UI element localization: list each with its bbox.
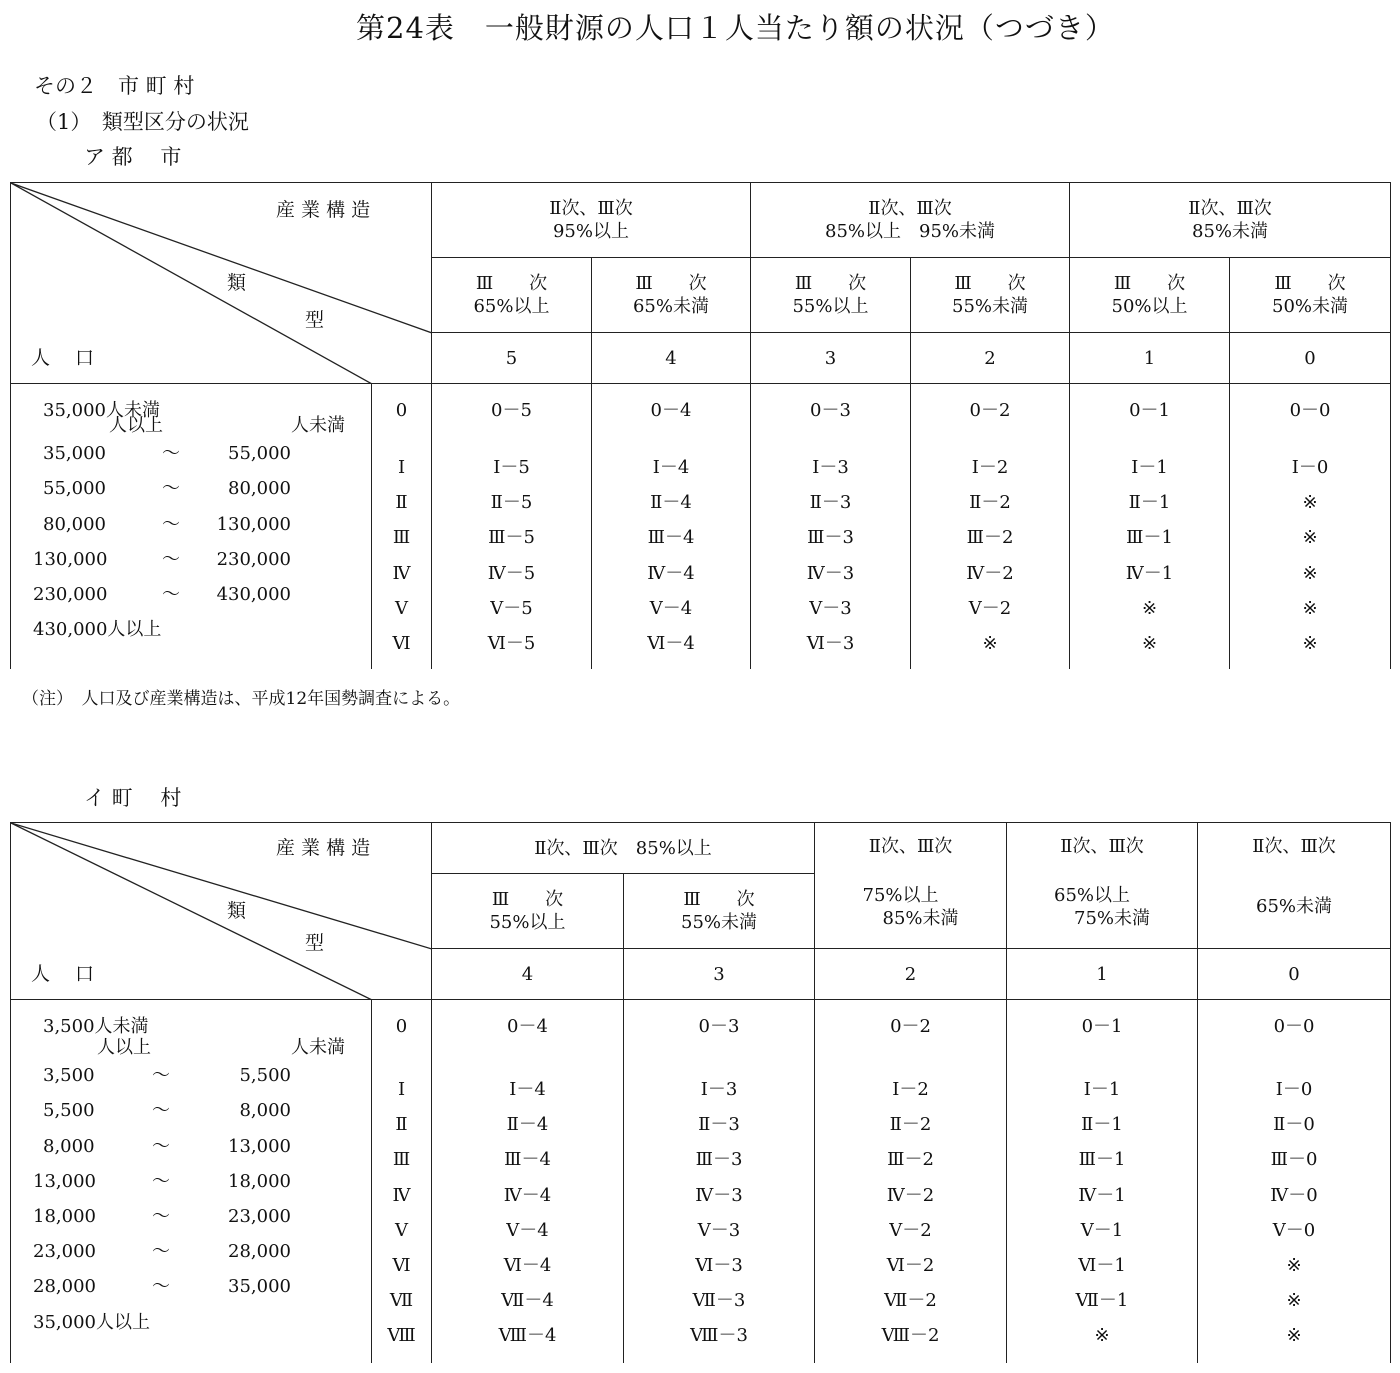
town-group-d: Ⅱ次、Ⅲ次 65%未満 [1198,823,1391,949]
population-range: 23,000 ～ 28,000 [33,1241,291,1263]
town-type-number: 2 [815,949,1007,1000]
town-values-column: 0－1 Ⅰ－1 Ⅱ－1 Ⅲ－1 Ⅳ－1 Ⅴ－1 Ⅵ－1 Ⅶ－1 ※ [1007,1000,1198,1363]
city-values-column: 0－4 Ⅰ－4 Ⅱ－4 Ⅲ－4 Ⅳ－4 Ⅴ－4 Ⅵ－4 [592,384,751,669]
town-values-column: 0－4 Ⅰ－4 Ⅱ－4 Ⅲ－4 Ⅳ－4 Ⅴ－4 Ⅵ－4 Ⅶ－4 Ⅷ－4 [432,1000,624,1363]
population-range: 3,500人未満 [43,1016,149,1037]
city-type-number: 0 [1230,333,1391,384]
town-group-b: Ⅱ次、Ⅲ次 75%以上 85%未満 [815,823,1007,949]
population-range: 130,000 ～ 230,000 [33,548,291,570]
city-group-2: Ⅱ次、Ⅲ次 85%以上 95%未満 [751,183,1070,258]
town-group-c: Ⅱ次、Ⅲ次 65%以上 75%未満 [1007,823,1198,949]
city-type-number: 1 [1070,333,1230,384]
city-code-column: 0 Ⅰ Ⅱ Ⅲ Ⅳ Ⅴ Ⅵ [372,384,432,669]
corner-industry-label: 産 業 構 造 [276,199,371,221]
city-note: （注） 人口及び産業構造は、平成12年国勢調査による。 [22,689,461,709]
town-values-column: 0－0 Ⅰ－0 Ⅱ－0 Ⅲ－0 Ⅳ－0 Ⅴ－0 ※ ※ ※ [1198,1000,1391,1363]
population-range: 3,500 ～ 5,500 [43,1065,291,1087]
town-subheader: Ⅲ 次 55%以上 [432,874,624,949]
city-type-number: 5 [432,333,592,384]
corner-type-label-b: 型 [305,932,325,954]
city-population-column [11,384,372,669]
city-type-number: 4 [592,333,751,384]
population-range: 13,000 ～ 18,000 [33,1170,291,1192]
corner-type-label-a: 類 [227,272,247,294]
city-values-column: 0－1 Ⅰ－1 Ⅱ－1 Ⅲ－1 Ⅳ－1 ※ ※ [1070,384,1230,669]
town-corner-header [11,823,432,1000]
population-range: 5,500 ～ 8,000 [43,1100,291,1122]
city-subheader: Ⅲ 次 65%未満 [592,258,751,333]
town-subheader: Ⅲ 次 55%未満 [624,874,815,949]
population-range: 18,000 ～ 23,000 [33,1205,291,1227]
population-range: 35,000人以上 [33,1311,150,1333]
corner-type-label-b: 型 [305,309,325,331]
town-table [10,822,1391,1363]
heading-section: （1） 類型区分の状況 [36,110,249,134]
city-subheader: Ⅲ 次 65%以上 [432,258,592,333]
town-type-number: 0 [1198,949,1391,1000]
town-type-number: 4 [432,949,624,1000]
city-values-column: 0－2 Ⅰ－2 Ⅱ－2 Ⅲ－2 Ⅳ－2 Ⅴ－2 ※ [911,384,1070,669]
town-heading: イ 町 村 [84,786,182,810]
population-range: 430,000人以上 [33,619,162,641]
corner-population-label: 人 口 [31,347,95,369]
city-group-1: Ⅱ次、Ⅲ次 95%以上 [432,183,751,258]
city-subheader: Ⅲ 次 55%以上 [751,258,911,333]
town-type-number: 3 [624,949,815,1000]
city-subheader: Ⅲ 次 55%未満 [911,258,1070,333]
population-sub-labels: 人以上 人未満 [109,415,345,437]
city-values-column: 0－3 Ⅰ－3 Ⅱ－3 Ⅲ－3 Ⅳ－3 Ⅴ－3 Ⅵ－3 [751,384,911,669]
city-group-3: Ⅱ次、Ⅲ次 85%未満 [1070,183,1391,258]
page-title: 第24表 一般財源の人口１人当たり額の状況（つづき） [356,11,1115,45]
town-population-column [11,1000,372,1363]
population-range: 35,000人未満 [43,400,160,421]
town-group-a: Ⅱ次、Ⅲ次 85%以上 [432,823,815,874]
city-type-number: 3 [751,333,911,384]
city-values-column: 0－5 Ⅰ－5 Ⅱ－5 Ⅲ－5 Ⅳ－5 Ⅴ－5 Ⅵ－5 [432,384,592,669]
town-type-number: 1 [1007,949,1198,1000]
city-subheader: Ⅲ 次 50%以上 [1070,258,1230,333]
corner-type-label-a: 類 [227,900,247,922]
town-values-column: 0－3 Ⅰ－3 Ⅱ－3 Ⅲ－3 Ⅳ－3 Ⅴ－3 Ⅵ－3 Ⅶ－3 Ⅷ－3 [624,1000,815,1363]
corner-industry-label: 産 業 構 造 [276,837,371,859]
heading-part: その２ 市 町 村 [34,74,195,98]
population-range: 80,000 ～ 130,000 [43,513,291,535]
population-range: 55,000 ～ 80,000 [43,478,291,500]
town-values-column: 0－2 Ⅰ－2 Ⅱ－2 Ⅲ－2 Ⅳ－2 Ⅴ－2 Ⅵ－2 Ⅶ－2 Ⅷ－2 [815,1000,1007,1363]
population-range: 35,000 ～ 55,000 [43,443,291,465]
city-values-column: 0－0 Ⅰ－0 ※ ※ ※ ※ ※ [1230,384,1391,669]
population-range: 28,000 ～ 35,000 [33,1276,291,1298]
city-corner-header [11,183,432,384]
population-range: 230,000 ～ 430,000 [33,583,291,605]
city-subheader: Ⅲ 次 50%未満 [1230,258,1391,333]
city-heading: ア 都 市 [84,145,182,169]
town-code-column: 0 Ⅰ Ⅱ Ⅲ Ⅳ Ⅴ Ⅵ Ⅶ Ⅷ [372,1000,432,1363]
corner-population-label: 人 口 [31,963,95,985]
population-sub-labels: 人以上 人未満 [97,1037,345,1059]
city-table [10,182,1391,669]
city-type-number: 2 [911,333,1070,384]
population-range: 8,000 ～ 13,000 [43,1135,291,1157]
